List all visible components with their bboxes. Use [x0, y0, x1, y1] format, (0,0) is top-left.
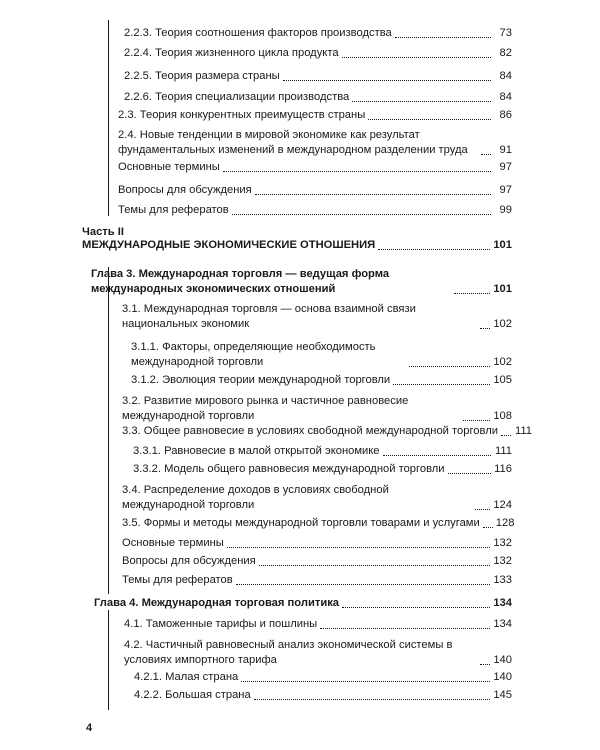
toc-entry-page: 102	[493, 318, 512, 330]
leader-dots	[501, 435, 511, 436]
toc-entry-page: 97	[499, 161, 512, 173]
part-label: Часть II	[82, 226, 124, 238]
toc-entry-page: 101	[493, 239, 512, 251]
leader-dots	[259, 565, 491, 566]
toc-entry-title: МЕЖДУНАРОДНЫЕ ЭКОНОМИЧЕСКИЕ ОТНОШЕНИЯ	[82, 239, 376, 251]
leader-dots	[342, 57, 491, 58]
leader-dots	[393, 384, 490, 385]
toc-entry-page: 111	[494, 445, 512, 457]
toc-entry-title: 2.3. Теория конкурентных преимуществ страны	[118, 109, 366, 121]
leader-dots	[255, 194, 491, 195]
toc-entry-page: 84	[499, 91, 512, 103]
toc-entry-questions-1[interactable]	[118, 183, 512, 198]
toc-entry-title: 3.1. Международная торговля — основа взаимной связи национальных экономик	[122, 303, 416, 330]
leader-dots	[378, 249, 490, 250]
toc-entry-page: 128	[495, 517, 515, 529]
toc-entry-page: 132	[493, 555, 512, 567]
toc-entry-3-3-2[interactable]	[133, 462, 512, 477]
toc-entry-title: Основные термины	[122, 537, 224, 549]
toc-entry-title: Глава 4. Международная торговая политика	[94, 597, 340, 609]
toc-entry-title: Темы для рефератов	[118, 204, 229, 216]
toc-entry-2-4[interactable]	[118, 128, 512, 158]
toc-entry-title: 2.2.3. Теория соотношения факторов производства	[124, 27, 392, 39]
toc-entry-title: 4.2. Частичный равновесный анализ экономической системы в условиях импортного тарифа	[124, 639, 453, 666]
toc-entry-page: 102	[493, 356, 512, 368]
toc-entry-title: Вопросы для обсуждения	[122, 555, 256, 567]
toc-entry-page: 108	[493, 410, 512, 422]
toc-entry-title: Темы для рефератов	[122, 574, 233, 586]
toc-entry-page: 86	[499, 109, 512, 121]
toc-entry-title: 3.1.1. Факторы, определяющие необходимость международной торговли	[131, 341, 376, 368]
toc-entry-chapter-4[interactable]	[94, 596, 512, 611]
toc-entry-page: 133	[493, 574, 512, 586]
toc-entry-3-5[interactable]	[122, 516, 515, 531]
toc-entry-4-2[interactable]	[124, 638, 512, 668]
leader-dots	[254, 699, 491, 700]
toc-entry-title: 3.3.2. Модель общего равновесия международной торговли	[133, 463, 445, 475]
toc-entry-page: 132	[493, 537, 512, 549]
leader-dots	[227, 547, 491, 548]
toc-entry-terms-1[interactable]	[118, 160, 512, 175]
toc-rule-chapter3	[108, 267, 109, 594]
leader-dots	[475, 509, 490, 510]
toc-entry-page: 84	[499, 70, 512, 82]
leader-dots	[383, 455, 491, 456]
toc-entry-title: Глава 3. Международная торговля — ведущая форма международных экономических отношений	[91, 268, 390, 295]
toc-entry-title: 3.5. Формы и методы международной торговли товарами и услугами	[122, 517, 480, 529]
leader-dots	[409, 366, 490, 367]
toc-entry-3-3-1[interactable]	[133, 444, 512, 459]
toc-entry-title: 2.2.5. Теория размера страны	[124, 70, 280, 82]
toc-entry-title: Основные термины	[118, 161, 220, 173]
leader-dots	[241, 681, 490, 682]
leader-dots	[352, 101, 491, 102]
leader-dots	[368, 119, 491, 120]
toc-entry-title: Вопросы для обсуждения	[118, 184, 252, 196]
toc-entry-title: 2.2.4. Теория жизненного цикла продукта	[124, 47, 339, 59]
toc-entry-page: 73	[499, 27, 512, 39]
toc-entry-title: 3.3.1. Равновесие в малой открытой экономике	[133, 445, 380, 457]
leader-dots	[395, 37, 491, 38]
toc-entry-3-1[interactable]	[122, 302, 512, 332]
toc-entry-2-3[interactable]	[118, 108, 512, 123]
leader-dots	[448, 473, 491, 474]
toc-entry-questions-2[interactable]	[122, 554, 512, 569]
toc-entry-page: 140	[493, 671, 512, 683]
toc-entry-part-2[interactable]	[82, 238, 512, 253]
toc-entry-3-2[interactable]	[122, 394, 512, 424]
toc-entry-4-1[interactable]	[124, 617, 512, 632]
toc-entry-page: 116	[494, 463, 512, 475]
leader-dots	[454, 293, 490, 294]
leader-dots	[480, 664, 490, 665]
toc-entry-2-2-5[interactable]	[124, 69, 512, 84]
leader-dots	[320, 628, 490, 629]
toc-entry-topics-2[interactable]	[122, 573, 512, 588]
toc-entry-title: 3.1.2. Эволюция теории международной торговли	[131, 374, 391, 386]
toc-entry-page: 97	[499, 184, 512, 196]
leader-dots	[236, 584, 491, 585]
toc-entry-title: 4.2.1. Малая страна	[134, 671, 239, 683]
leader-dots	[342, 607, 490, 608]
toc-rule-top	[108, 20, 109, 216]
toc-entry-terms-2[interactable]	[122, 536, 512, 551]
toc-entry-3-3[interactable]	[122, 424, 532, 439]
toc-entry-page: 99	[499, 204, 512, 216]
toc-entry-page: 91	[499, 144, 512, 156]
toc-entry-title: 2.2.6. Теория специализации производства	[124, 91, 350, 103]
toc-entry-topics-1[interactable]	[118, 203, 512, 218]
toc-entry-title: 4.2.2. Большая страна	[134, 689, 251, 701]
toc-entry-page: 134	[493, 597, 512, 609]
leader-dots	[283, 80, 491, 81]
toc-entry-title: 3.3. Общее равновесие в условиях свободной международной торговли	[122, 425, 498, 437]
toc-entry-4-2-2[interactable]	[134, 688, 512, 703]
toc-entry-2-2-6[interactable]	[124, 90, 512, 105]
toc-entry-3-1-2[interactable]	[131, 373, 512, 388]
toc-entry-4-2-1[interactable]	[134, 670, 512, 685]
leader-dots	[480, 328, 490, 329]
toc-rule-chapter4	[108, 610, 109, 710]
toc-entry-page: 134	[493, 618, 512, 630]
toc-entry-page: 82	[499, 47, 512, 59]
leader-dots	[232, 214, 491, 215]
toc-entry-page: 124	[493, 499, 512, 511]
toc-entry-page: 145	[493, 689, 512, 701]
toc-entry-3-1-1[interactable]	[131, 340, 512, 370]
toc-entry-title: 4.1. Таможенные тарифы и пошлины	[124, 618, 318, 630]
toc-entry-title: 3.4. Распределение доходов в условиях свободной международной торговли	[122, 484, 389, 511]
toc-entry-page: 105	[493, 374, 512, 386]
leader-dots	[481, 154, 491, 155]
toc-entry-page: 101	[493, 283, 512, 295]
leader-dots	[223, 171, 491, 172]
toc-entry-title: 2.4. Новые тенденции в мировой экономике как результат фундаментальных изменений в международном разделении труда	[118, 129, 468, 156]
toc-entry-title: 3.2. Развитие мирового рынка и частичное равновесие международной торговли	[122, 395, 409, 422]
toc-entry-2-2-3[interactable]	[124, 26, 512, 41]
page-number: 4	[86, 722, 93, 734]
toc-entry-3-4[interactable]	[122, 483, 512, 513]
leader-dots	[463, 420, 490, 421]
toc-entry-page: 111	[514, 425, 532, 437]
toc-entry-page: 140	[493, 654, 512, 666]
toc-entry-2-2-4[interactable]	[124, 46, 512, 61]
toc-entry-chapter-3[interactable]	[91, 267, 512, 297]
leader-dots	[483, 527, 493, 528]
